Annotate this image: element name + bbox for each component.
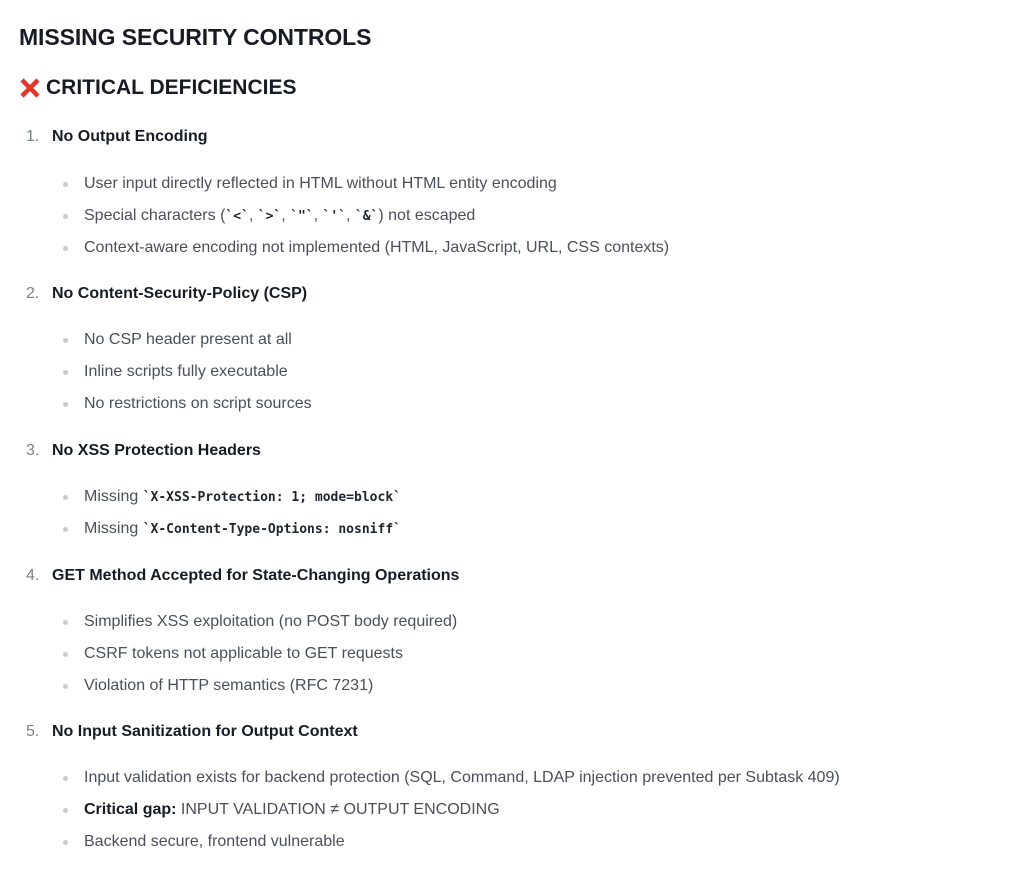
bold-label: Critical gap:	[84, 801, 177, 818]
list-number: 5.	[26, 723, 40, 740]
bullet-icon	[63, 338, 68, 343]
bullet-icon	[63, 370, 68, 375]
list-item-title: No Content-Security-Policy (CSP)	[52, 285, 308, 302]
bullet-text: Missing `X-Content-Type-Options: nosniff`	[84, 520, 401, 537]
list-item	[63, 175, 557, 193]
code-span: `X-Content-Type-Options: nosniff`	[142, 522, 401, 537]
list-number: 3.	[26, 442, 40, 459]
bullet-text: Simplifies XSS exploitation (no POST body required)	[84, 613, 458, 630]
list-item	[63, 833, 345, 851]
bullet-icon	[63, 214, 68, 219]
code-span: `<`	[225, 209, 249, 224]
bullet-text: No restrictions on script sources	[84, 395, 312, 412]
bullet-text: Critical gap: INPUT VALIDATION ≠ OUTPUT ENCODING	[84, 801, 500, 818]
list-item-title: No XSS Protection Headers	[52, 442, 261, 459]
section-heading	[19, 76, 296, 100]
bullet-text: CSRF tokens not applicable to GET requests	[84, 645, 403, 662]
cross-mark-icon	[19, 77, 41, 99]
bullet-text: User input directly reflected in HTML without HTML entity encoding	[84, 175, 557, 192]
bullet-icon	[63, 620, 68, 625]
bullet-icon	[63, 652, 68, 657]
list-item	[63, 677, 373, 695]
bullet-text: Violation of HTTP semantics (RFC 7231)	[84, 677, 374, 694]
list-item	[63, 239, 669, 257]
list-number: 4.	[26, 567, 40, 584]
bullet-text: Backend secure, frontend vulnerable	[84, 833, 345, 850]
list-item	[63, 769, 840, 787]
list-item-heading	[26, 128, 208, 146]
list-item-heading	[26, 442, 261, 460]
bullet-icon	[63, 776, 68, 781]
list-item	[63, 613, 457, 631]
code-span: `'`	[322, 209, 346, 224]
section-heading-text: CRITICAL DEFICIENCIES	[46, 76, 297, 99]
bullet-icon	[63, 840, 68, 845]
list-item-heading	[26, 285, 307, 303]
bullet-text: Inline scripts fully executable	[84, 363, 288, 380]
list-item	[63, 331, 292, 349]
list-number: 2.	[26, 285, 40, 302]
list-item	[63, 363, 288, 381]
bullet-icon	[63, 527, 68, 532]
list-item	[63, 645, 403, 663]
list-item-title: No Output Encoding	[52, 128, 208, 145]
bullet-text: No CSP header present at all	[84, 331, 292, 348]
list-number: 1.	[26, 128, 40, 145]
bullet-icon	[63, 684, 68, 689]
bullet-text: Input validation exists for backend protection (SQL, Command, LDAP injection prevented per Subtask 409)	[84, 769, 840, 786]
list-item	[63, 207, 475, 225]
bullet-icon	[63, 808, 68, 813]
page-title: MISSING SECURITY CONTROLS	[19, 24, 372, 50]
bullet-icon	[63, 495, 68, 500]
list-item	[63, 801, 500, 819]
bullet-text: Special characters (`<`, `>`, `"`, `'`, `&`) not escaped	[84, 207, 476, 224]
bullet-text: Missing `X-XSS-Protection: 1; mode=block`	[84, 488, 401, 505]
bullet-text: Context-aware encoding not implemented (HTML, JavaScript, URL, CSS contexts)	[84, 239, 670, 256]
list-item-title: No Input Sanitization for Output Context	[52, 723, 358, 740]
list-item-heading	[26, 723, 358, 741]
code-span: `"`	[290, 209, 314, 224]
bullet-icon	[63, 246, 68, 251]
list-item	[63, 488, 401, 506]
bullet-icon	[63, 402, 68, 407]
list-item	[63, 395, 312, 413]
code-span: `X-XSS-Protection: 1; mode=block`	[142, 490, 401, 505]
code-span: `&`	[354, 209, 379, 224]
list-item	[63, 520, 401, 538]
code-span: `>`	[257, 209, 282, 224]
list-item-heading	[26, 567, 459, 585]
bullet-icon	[63, 182, 68, 187]
list-item-title: GET Method Accepted for State-Changing Operations	[52, 567, 460, 584]
